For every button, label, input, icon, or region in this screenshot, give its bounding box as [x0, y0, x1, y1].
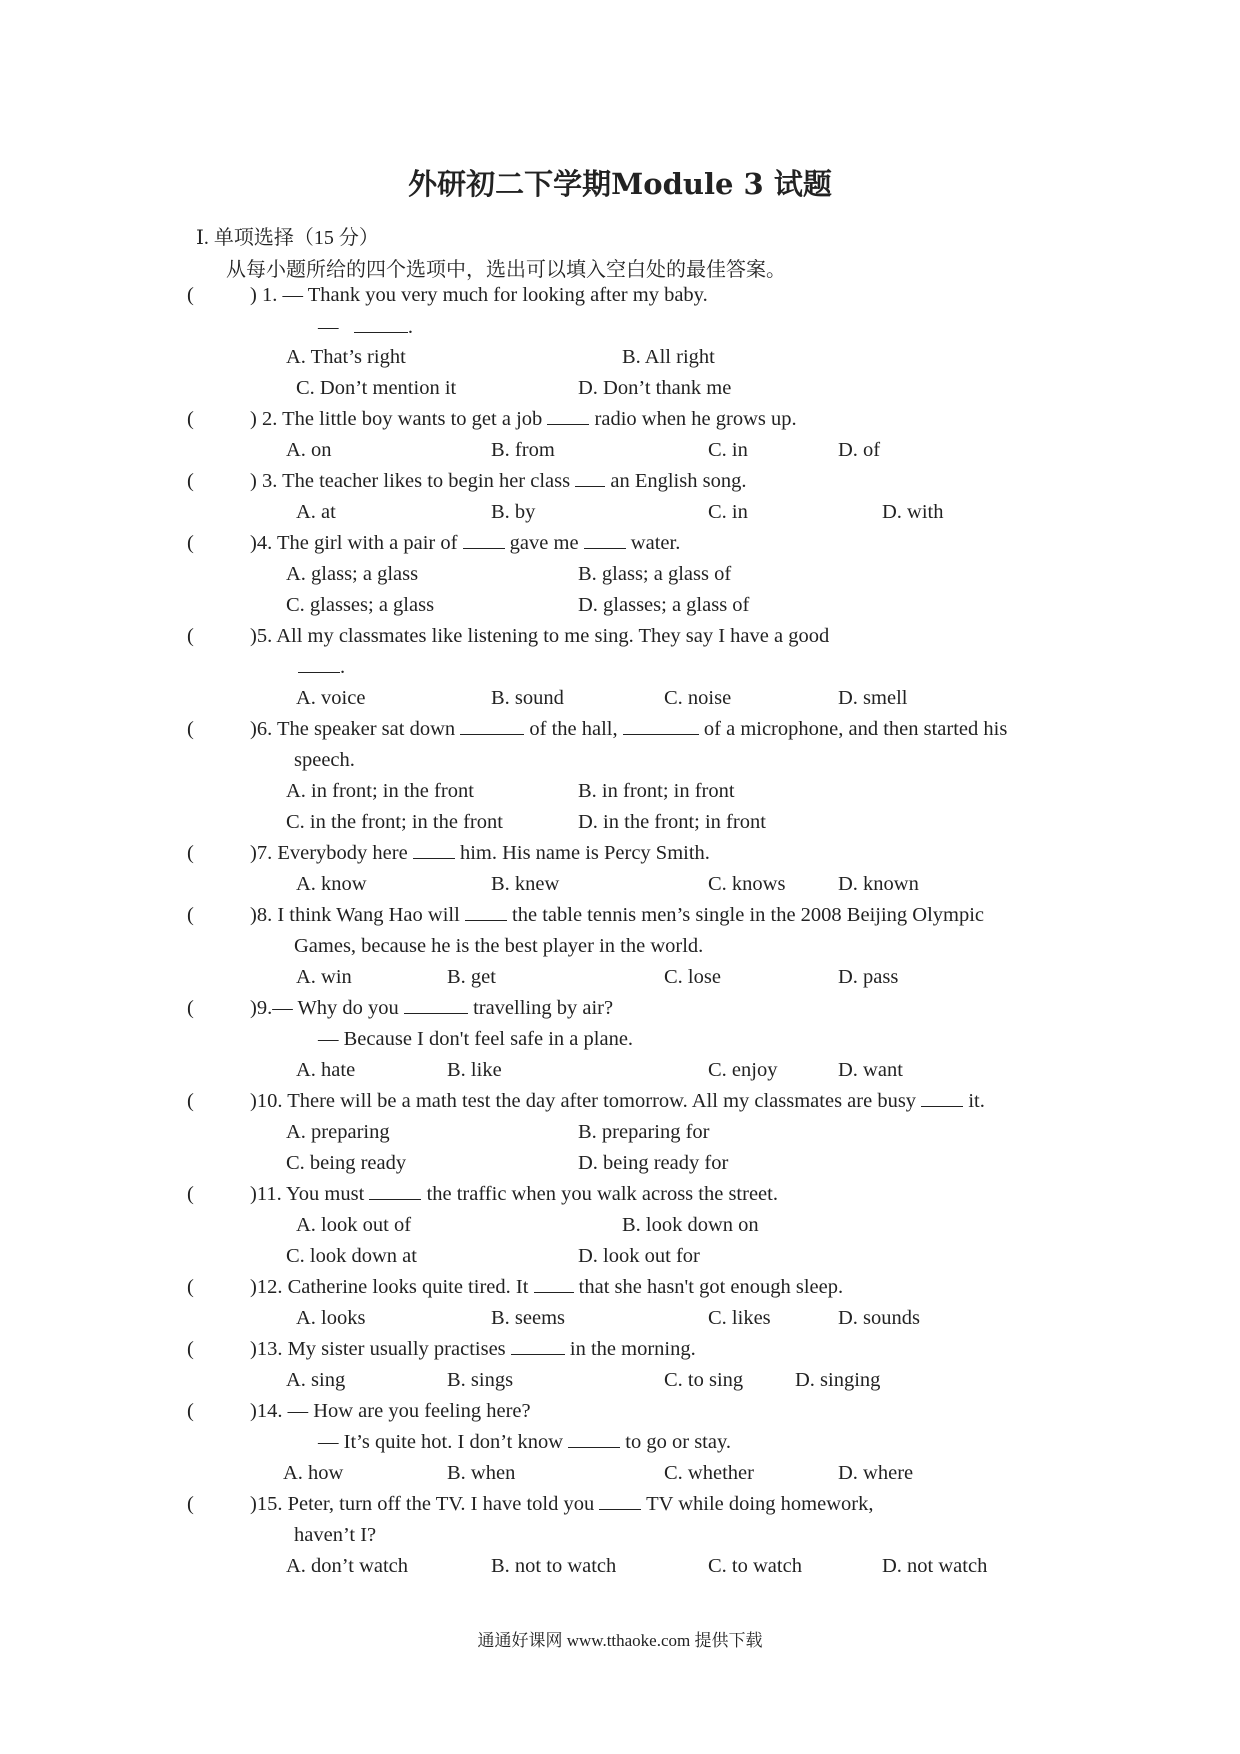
answer-blank	[369, 1181, 421, 1200]
question-stem: )5. All my classmates like listening to me sing. They say I have a good	[250, 625, 830, 647]
page-title: 外研初二下学期Module 3 试题	[408, 167, 832, 201]
answer-blank	[511, 1336, 565, 1355]
option-c: C. lose	[664, 966, 721, 988]
answer-paren: (	[187, 1493, 194, 1515]
option-c: C. Don’t mention it	[296, 377, 457, 399]
option-d: D. Don’t thank me	[578, 377, 732, 399]
section-instructions: 从每小题所给的四个选项中，选出可以填入空白处的最佳答案。	[226, 259, 786, 281]
option-c: C. glasses; a glass	[286, 594, 435, 616]
answer-blank	[534, 1274, 574, 1293]
section-heading: Ⅰ. 单项选择（15 分）	[196, 227, 379, 249]
question-stem: )6. The speaker sat down of the hall, of a microphone, and then started his	[250, 718, 1008, 740]
option-b: B. sound	[491, 687, 564, 709]
answer-blank	[599, 1491, 641, 1510]
option-d: D. of	[838, 439, 881, 461]
answer-paren: (	[187, 842, 194, 864]
question-stem-line-2: — .	[318, 316, 413, 338]
option-a: A. voice	[296, 687, 366, 709]
option-a: A. at	[296, 501, 336, 523]
option-b: B. preparing for	[578, 1121, 710, 1143]
option-d: D. smell	[838, 687, 908, 709]
option-c: C. in	[708, 439, 748, 461]
question-stem-line-2: — Because I don't feel safe in a plane.	[318, 1028, 634, 1050]
answer-paren: (	[187, 904, 194, 926]
option-c: C. noise	[664, 687, 732, 709]
answer-paren: (	[187, 532, 194, 554]
option-a: A. glass; a glass	[286, 563, 419, 585]
option-a: A. how	[283, 1462, 344, 1484]
answer-paren: (	[187, 1276, 194, 1298]
option-b: B. like	[447, 1059, 502, 1081]
answer-paren: (	[187, 1090, 194, 1112]
option-b: B. get	[447, 966, 496, 988]
option-a: A. don’t watch	[286, 1555, 409, 1577]
question-stem: )10. There will be a math test the day after tomorrow. All my classmates are busy it.	[250, 1090, 985, 1112]
option-b: B. knew	[491, 873, 560, 895]
question-stem: )9.— Why do you travelling by air?	[250, 997, 614, 1019]
option-c: C. look down at	[286, 1245, 417, 1267]
option-d: D. singing	[795, 1369, 881, 1391]
question-stem: )15. Peter, turn off the TV. I have told you TV while doing homework,	[250, 1493, 874, 1515]
question-stem: )11. You must the traffic when you walk across the street.	[250, 1183, 778, 1205]
question-stem: )12. Catherine looks quite tired. It that she hasn't got enough sleep.	[250, 1276, 844, 1298]
option-c: C. in the front; in the front	[286, 811, 503, 833]
answer-paren: (	[187, 625, 194, 647]
option-d: D. being ready for	[578, 1152, 729, 1174]
option-d: D. with	[882, 501, 944, 523]
option-c: C. to watch	[708, 1555, 802, 1577]
option-a: A. win	[296, 966, 352, 988]
option-c: C. being ready	[286, 1152, 407, 1174]
option-a: A. preparing	[286, 1121, 390, 1143]
answer-blank	[575, 468, 605, 487]
answer-paren: (	[187, 284, 194, 306]
answer-blank	[354, 314, 408, 333]
answer-blank	[298, 654, 340, 673]
question-stem: )4. The girl with a pair of gave me water.	[250, 532, 681, 554]
option-a: A. look out of	[296, 1214, 412, 1236]
option-b: B. All right	[622, 346, 715, 368]
question-stem: )8. I think Wang Hao will the table tennis men’s single in the 2008 Beijing Olympic	[250, 904, 985, 926]
option-b: B. not to watch	[491, 1555, 617, 1577]
option-d: D. not watch	[882, 1555, 988, 1577]
question-stem-line-2: speech.	[294, 749, 355, 771]
option-a: A. hate	[296, 1059, 356, 1081]
option-b: B. when	[447, 1462, 516, 1484]
answer-paren: (	[187, 1400, 194, 1422]
answer-blank	[460, 716, 524, 735]
answer-paren: (	[187, 997, 194, 1019]
option-d: D. look out for	[578, 1245, 700, 1267]
option-b: B. seems	[491, 1307, 566, 1329]
option-b: B. look down on	[622, 1214, 759, 1236]
option-c: C. knows	[708, 873, 786, 895]
option-c: C. in	[708, 501, 748, 523]
option-b: B. from	[491, 439, 555, 461]
answer-blank	[404, 995, 468, 1014]
option-a: A. looks	[296, 1307, 366, 1329]
answer-blank	[413, 840, 455, 859]
option-d: D. glasses; a glass of	[578, 594, 750, 616]
option-c: C. likes	[708, 1307, 771, 1329]
option-d: D. where	[838, 1462, 914, 1484]
option-b: B. sings	[447, 1369, 514, 1391]
question-stem-line-2: .	[298, 654, 345, 680]
answer-paren: (	[187, 1338, 194, 1360]
option-a: A. on	[286, 439, 332, 461]
question-stem: )7. Everybody here him. His name is Percy Smith.	[250, 842, 710, 864]
option-d: D. in the front; in front	[578, 811, 766, 833]
question-stem: ) 2. The little boy wants to get a job radio when he grows up.	[250, 408, 797, 430]
question-stem: ) 1. — Thank you very much for looking after my baby.	[250, 284, 708, 306]
answer-paren: (	[187, 408, 194, 430]
option-b: B. in front; in front	[578, 780, 735, 802]
answer-blank	[568, 1429, 620, 1448]
answer-blank	[547, 406, 589, 425]
option-b: B. by	[491, 501, 536, 523]
answer-blank	[465, 902, 507, 921]
option-d: D. sounds	[838, 1307, 921, 1329]
option-c: C. enjoy	[708, 1059, 778, 1081]
option-b: B. glass; a glass of	[578, 563, 732, 585]
question-stem-line-2: — It’s quite hot. I don’t know to go or stay.	[318, 1431, 732, 1453]
option-a: A. That’s right	[286, 346, 406, 368]
option-d: D. known	[838, 873, 919, 895]
question-stem-line-2: Games, because he is the best player in the world.	[294, 935, 704, 957]
option-a: A. sing	[286, 1369, 346, 1391]
page-footer: 通通好课网 www.tthaoke.com 提供下载	[477, 1631, 763, 1650]
question-stem: )14. — How are you feeling here?	[250, 1400, 531, 1422]
option-c: C. to sing	[664, 1369, 744, 1391]
answer-paren: (	[187, 470, 194, 492]
option-a: A. in front; in the front	[286, 780, 474, 802]
answer-blank	[921, 1088, 963, 1107]
answer-paren: (	[187, 718, 194, 740]
option-d: D. pass	[838, 966, 899, 988]
option-a: A. know	[296, 873, 367, 895]
option-c: C. whether	[664, 1462, 754, 1484]
question-stem: )13. My sister usually practises in the morning.	[250, 1338, 696, 1360]
question-stem: ) 3. The teacher likes to begin her class an English song.	[250, 470, 747, 492]
question-stem-line-2: haven’t I?	[294, 1524, 377, 1546]
answer-blank	[584, 530, 626, 549]
option-d: D. want	[838, 1059, 903, 1081]
answer-blank	[623, 716, 699, 735]
answer-blank	[463, 530, 505, 549]
answer-paren: (	[187, 1183, 194, 1205]
